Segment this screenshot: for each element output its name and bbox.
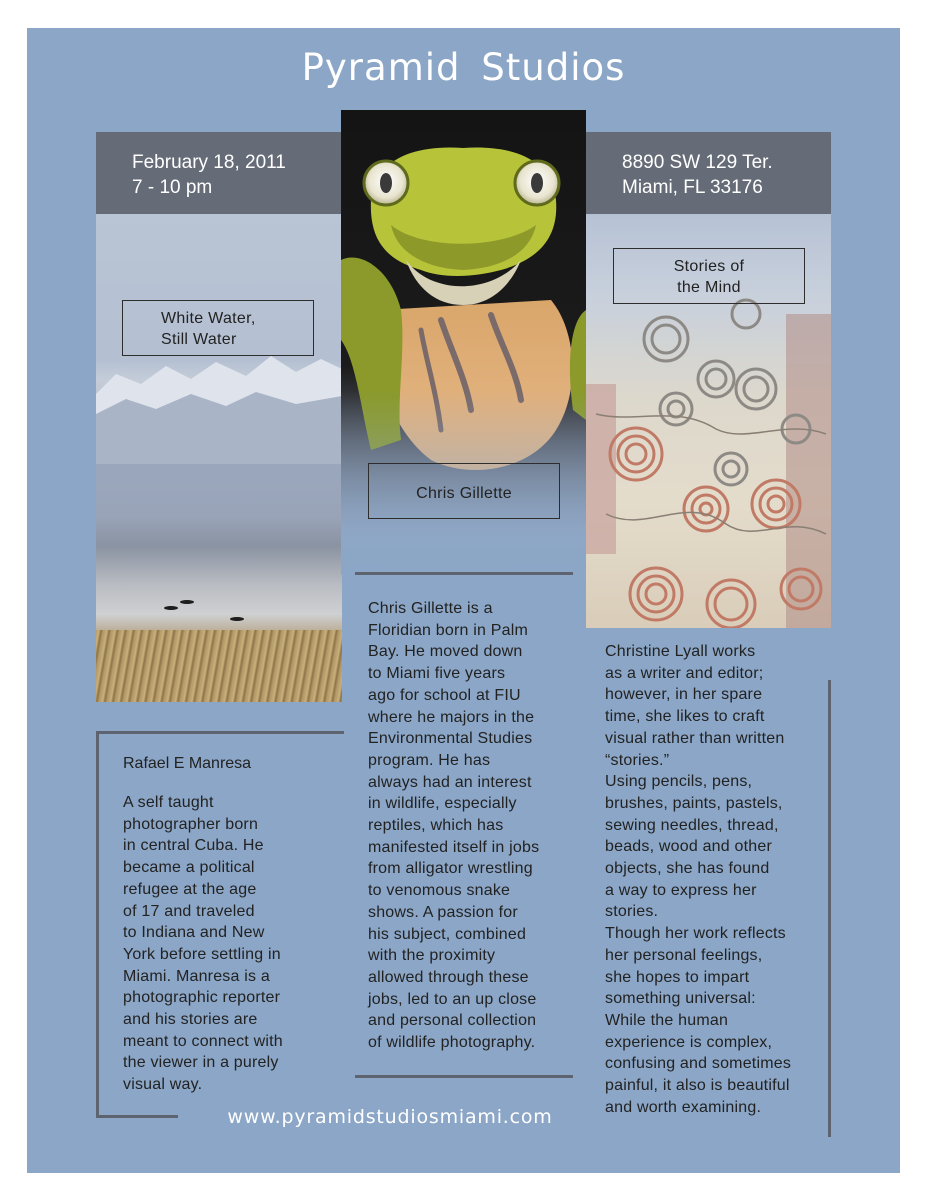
left-bracket-side-rule xyxy=(96,731,99,1118)
bio-line: Christine Lyall works xyxy=(605,643,756,660)
bio-line: Chris Gillette is a xyxy=(368,600,493,617)
bio-line: photographer born xyxy=(123,815,259,833)
bio-line: as a writer and editor; xyxy=(605,664,764,682)
bio-line: she hopes to impart xyxy=(605,968,750,986)
bio-line: brushes, paints, pastels, xyxy=(605,794,783,812)
bio-line: ago for school at FIU xyxy=(368,686,521,704)
bio-line: visual way. xyxy=(123,1076,203,1094)
bio-line: his subject, combined xyxy=(368,925,527,943)
bio-line: with the proximity xyxy=(368,947,496,965)
bio-line: York before settling in xyxy=(123,945,281,963)
bio-line: of wildlife photography. xyxy=(368,1034,536,1052)
exhibit-title-line: Still Water xyxy=(161,331,237,348)
bio-line: Miami. Manresa is a xyxy=(123,967,270,985)
bio-line: to Miami five years xyxy=(368,665,506,683)
address-band xyxy=(586,132,831,214)
bio-line: meant to connect with xyxy=(123,1032,283,1050)
bio-line: and personal collection xyxy=(368,1012,537,1030)
bio-chris-gillette xyxy=(368,598,539,1054)
bio-line: experience is complex, xyxy=(605,1033,773,1051)
bio-line: “stories.” xyxy=(605,751,670,769)
bio-line: visual rather than written xyxy=(605,729,785,747)
website-url: www.pyramidstudiosmiami.com xyxy=(227,1106,553,1128)
bio-line: Using pencils, pens, xyxy=(605,773,753,791)
center-bottom-rule xyxy=(355,1075,573,1078)
bio-line: A self taught xyxy=(123,794,214,811)
bird-silhouette xyxy=(180,600,194,604)
exhibit-title-stories-of-the-mind xyxy=(613,248,805,304)
bio-line: sewing needles, thread, xyxy=(605,816,779,834)
exhibit-title-line: Stories of xyxy=(673,258,745,275)
bio-line: became a political xyxy=(123,859,255,877)
bio-line: always had an interest xyxy=(368,773,532,791)
artist-name-rafael: Rafael E Manresa xyxy=(123,755,252,772)
bio-line: in wildlife, especially xyxy=(368,795,517,813)
bio-line: and his stories are xyxy=(123,1011,258,1029)
bio-line: beads, wood and other xyxy=(605,838,772,856)
bio-line: her personal feelings, xyxy=(605,946,763,964)
bio-line: stories. xyxy=(605,903,659,921)
poster-title: Pyramid Studios xyxy=(301,46,626,89)
bio-line: to Indiana and New xyxy=(123,924,265,942)
bio-christine-lyall xyxy=(605,641,791,1118)
bio-line: objects, she has found xyxy=(605,860,770,878)
bio-line: photographic reporter xyxy=(123,989,281,1007)
bio-line: While the human xyxy=(605,1011,729,1029)
bio-line: of 17 and traveled xyxy=(123,902,255,920)
bio-line: painful, it also is beautiful xyxy=(605,1077,790,1095)
address-street: 8890 SW 129 Ter. xyxy=(622,152,773,173)
bio-line: shows. A passion for xyxy=(368,903,518,921)
bio-line: refugee at the age xyxy=(123,880,257,898)
bio-line: something universal: xyxy=(605,990,756,1008)
bio-line: jobs, led to an up close xyxy=(368,990,537,1008)
bio-line: to venomous snake xyxy=(368,882,511,900)
bio-line: allowed through these xyxy=(368,968,529,986)
bio-line: Environmental Studies xyxy=(368,730,533,748)
artist-label-text: Chris Gillette xyxy=(416,485,512,502)
bio-line: program. He has xyxy=(368,751,491,769)
bio-line: Though her work reflects xyxy=(605,925,786,943)
bio-line: Bay. He moved down xyxy=(368,643,523,661)
event-time: 7 - 10 pm xyxy=(132,177,213,198)
exhibit-title-line: White Water, xyxy=(161,310,256,327)
bio-line: confusing and sometimes xyxy=(605,1055,792,1073)
grass-foreground xyxy=(96,630,342,702)
bio-line: where he majors in the xyxy=(368,708,535,726)
bird-silhouette xyxy=(164,606,178,610)
bio-rafael-manresa xyxy=(123,792,283,1096)
bio-line: and worth examining. xyxy=(605,1098,762,1116)
exhibit-title-line: the Mind xyxy=(677,279,741,296)
landscape-photo xyxy=(96,214,342,702)
bio-line: time, she likes to craft xyxy=(605,708,765,726)
bio-line: the viewer in a purely xyxy=(123,1054,279,1072)
artist-label-chris-gillette xyxy=(368,463,560,519)
bio-line: manifested itself in jobs xyxy=(368,838,540,856)
bird-silhouette xyxy=(230,617,244,621)
bio-line: Floridian born in Palm xyxy=(368,621,529,639)
event-date-band xyxy=(96,132,342,214)
left-bracket-top-rule xyxy=(96,731,344,734)
address-city: Miami, FL 33176 xyxy=(622,177,763,198)
bio-line: from alligator wrestling xyxy=(368,860,533,878)
bio-line: however, in her spare xyxy=(605,686,763,704)
center-top-rule xyxy=(355,572,573,575)
bio-line: in central Cuba. He xyxy=(123,837,264,855)
exhibit-title-white-water xyxy=(122,300,314,356)
bio-line: a way to express her xyxy=(605,881,757,899)
bio-line: reptiles, which has xyxy=(368,817,504,835)
right-side-rule xyxy=(828,680,831,1137)
event-date: February 18, 2011 xyxy=(132,152,286,173)
mountain-range xyxy=(96,344,342,464)
